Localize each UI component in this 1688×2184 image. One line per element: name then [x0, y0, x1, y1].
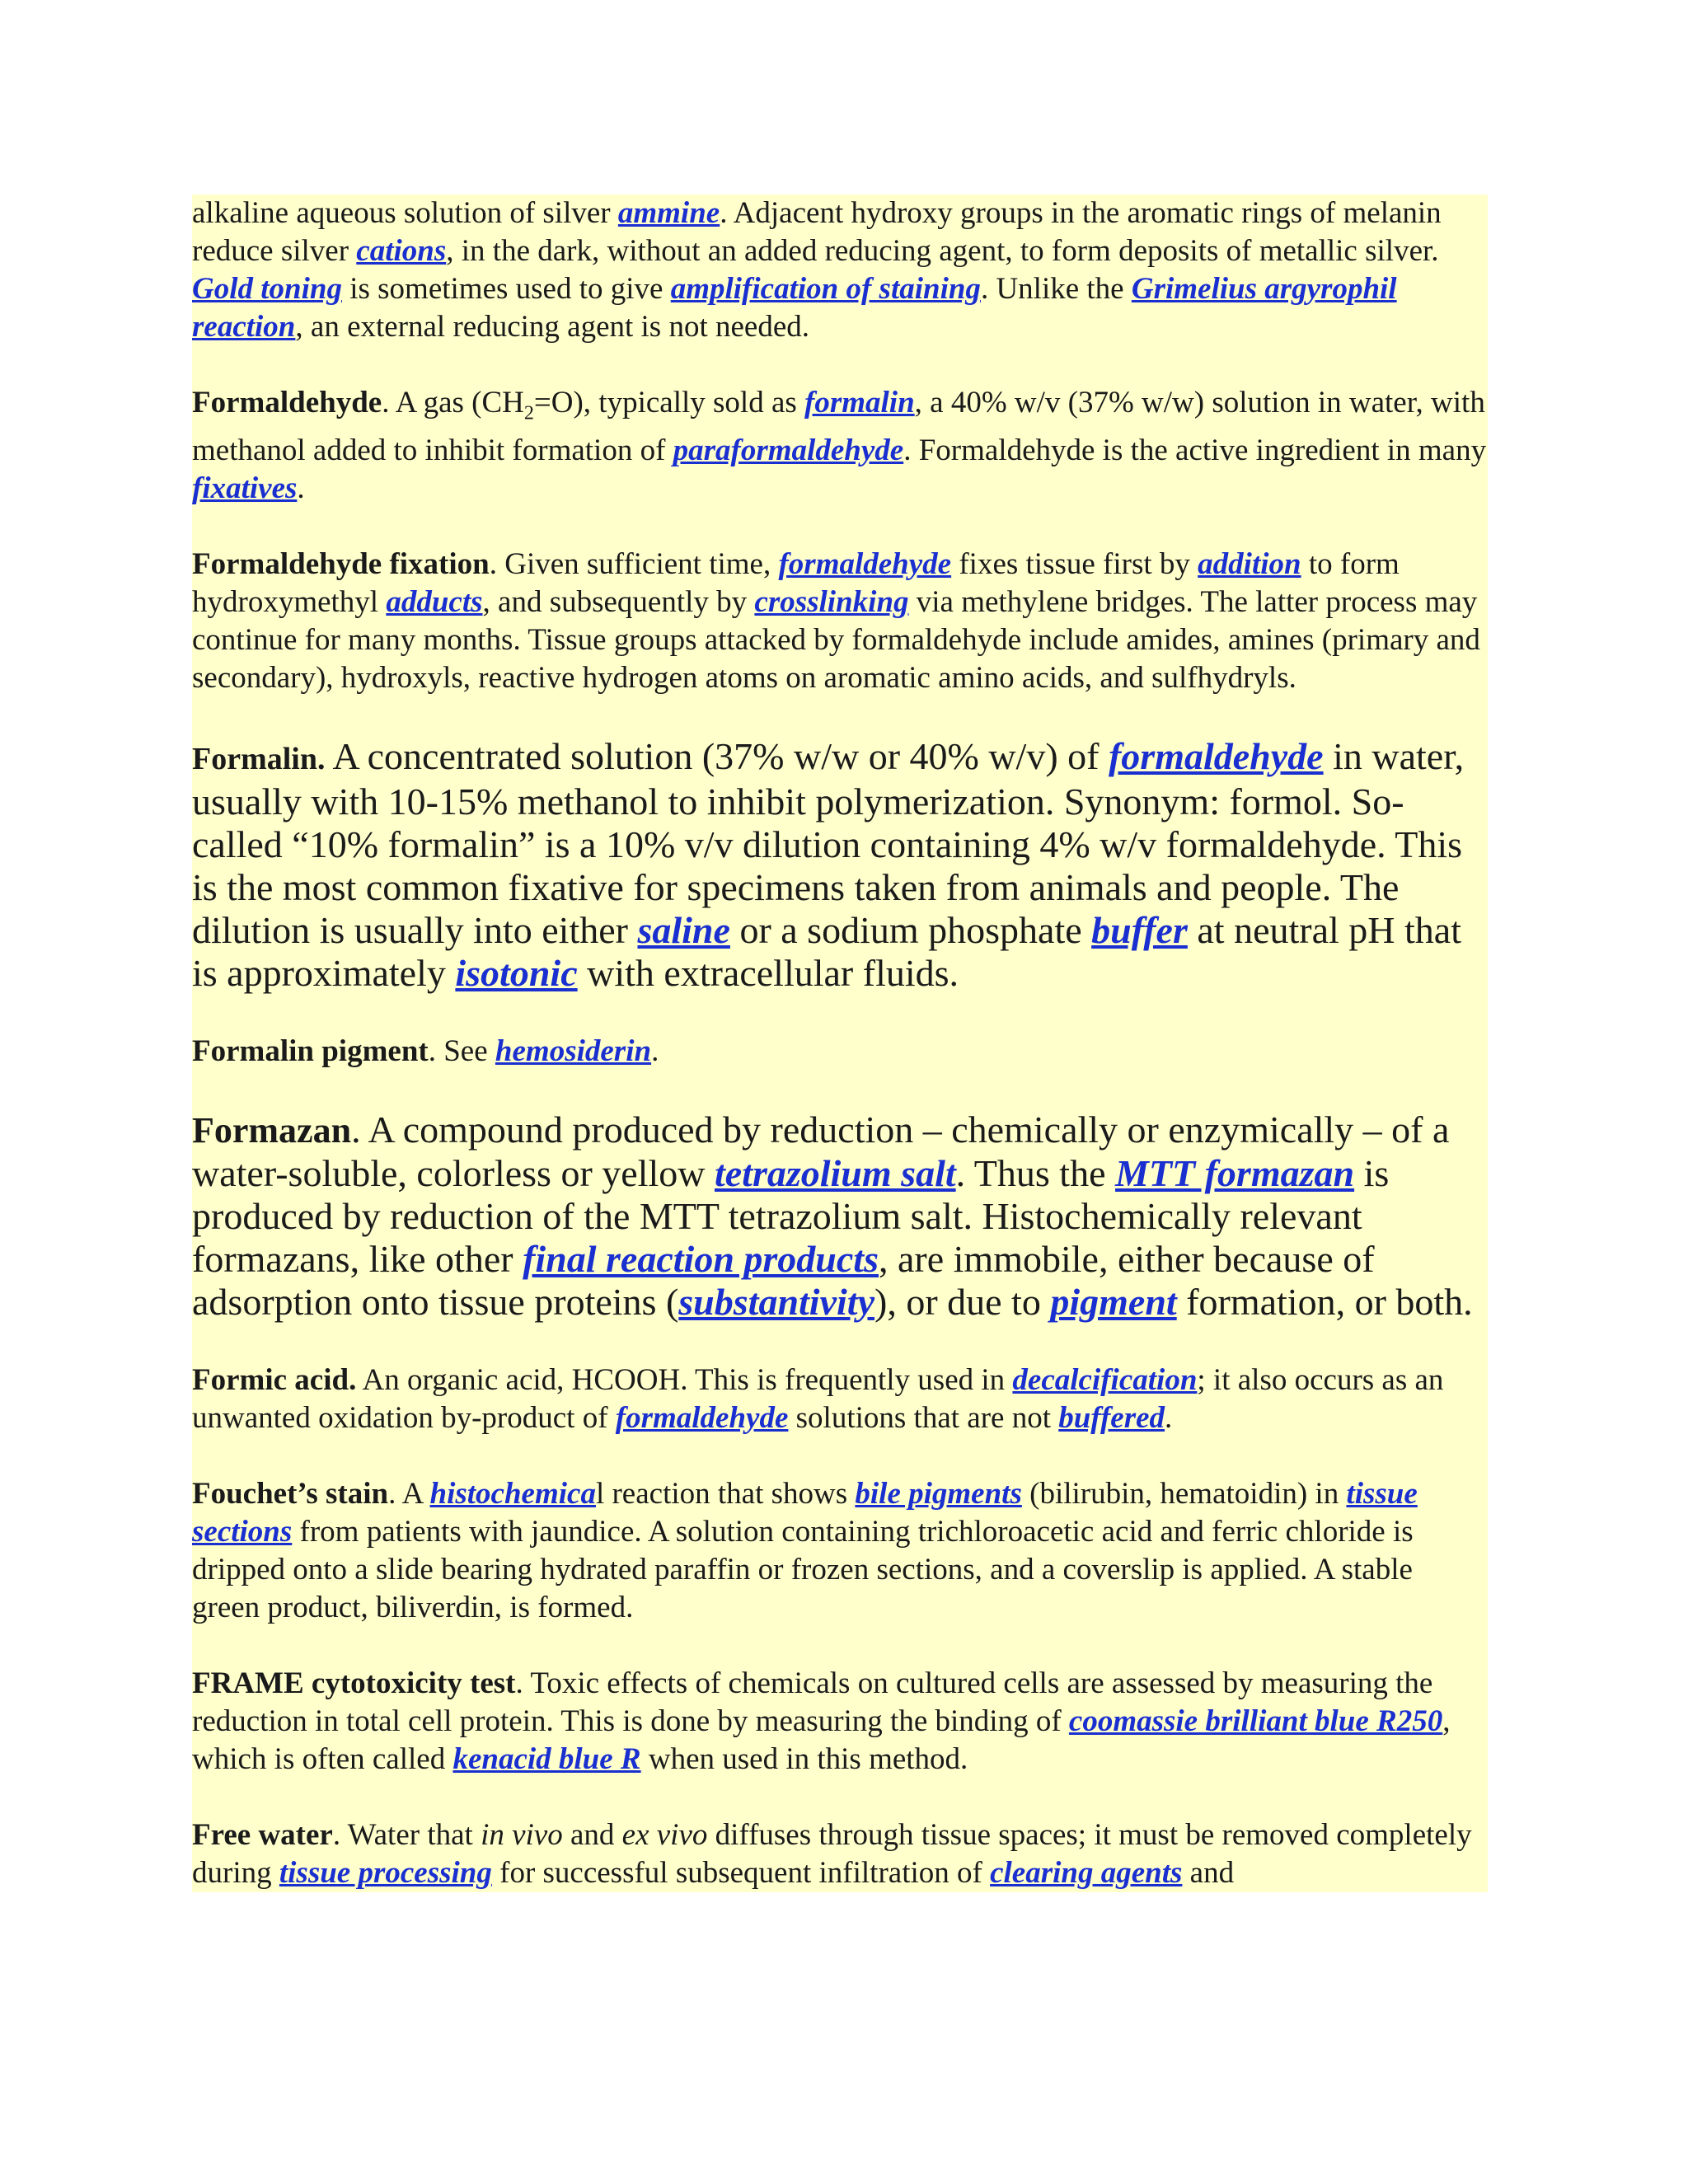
entry-text: is produced by reduction of the MTT tetrazolium salt. Histochemically relevant formazans, like other: [192, 1152, 1390, 1281]
link-bile-pigments[interactable]: bile pigments: [855, 1477, 1022, 1511]
entry-formalin-pigment: [192, 1033, 1488, 1071]
spacer: [192, 995, 1488, 1033]
link-adducts[interactable]: adducts: [386, 585, 483, 620]
link-amplification-of-staining[interactable]: amplification of staining: [670, 272, 981, 306]
entry-term: Formalin.: [192, 742, 326, 777]
glossary-page: [192, 194, 1488, 1892]
entry-text: . A: [388, 1477, 430, 1511]
link-formaldehyde[interactable]: formaldehyde: [1108, 735, 1324, 778]
entry-text: in water, usually with 10-15% methanol to inhibit polymerization. Synonym: formol. So-called “10% formalin” is a 10% v/v dilution containing 4% w/v formaldehyde. This is the most common fixative for specimens taken from animals and people. The dilution is usually into either: [192, 735, 1465, 952]
entry-text: solutions that are not: [788, 1401, 1059, 1436]
entry-text: alkaline aqueous solution of silver: [192, 196, 618, 230]
italic-term: in vivo: [481, 1818, 563, 1853]
link-grimelius-argyrophil-reaction[interactable]: Grimelius argyrophil reaction: [192, 272, 1397, 344]
entry-formaldehyde: [192, 384, 1488, 508]
link-histochemical[interactable]: histochemica: [429, 1477, 596, 1511]
entry-text: . Adjacent hydroxy groups in the aromatic rings of melanin reduce silver: [192, 196, 1442, 268]
link-isotonic[interactable]: isotonic: [455, 952, 578, 995]
entry-text: . Given sufficient time,: [489, 547, 779, 582]
entry-text: when used in this method.: [640, 1742, 968, 1777]
link-saline[interactable]: saline: [637, 909, 730, 952]
link-fixatives[interactable]: fixatives: [192, 471, 298, 506]
spacer: [192, 1437, 1488, 1475]
link-hemosiderin[interactable]: hemosiderin: [495, 1034, 652, 1069]
entry-formic-acid: [192, 1361, 1488, 1437]
entry-text: . A gas (CH: [382, 386, 524, 419]
entry-text: An organic acid, HCOOH. This is frequently used in: [356, 1363, 1013, 1398]
entry-text: . Unlike the: [980, 272, 1132, 306]
entry-formaldehyde-fixation: [192, 546, 1488, 697]
entry-text: , which is often called: [192, 1704, 1451, 1777]
entry-text: . A compound produced by reduction – chemically or enzymically – of a water-soluble, colorless or yellow: [192, 1108, 1450, 1195]
link-ammine[interactable]: ammine: [617, 196, 720, 230]
spacer: [192, 697, 1488, 735]
entry-text: or a sodium phosphate: [729, 909, 1092, 952]
link-buffer[interactable]: buffer: [1091, 909, 1188, 952]
entry-text: . Formaldehyde is the active ingredient in many: [903, 434, 1487, 468]
entry-frame-cytotoxicity-test: [192, 1665, 1488, 1779]
entry-text: and: [1182, 1856, 1235, 1891]
entry-text: . Thus the: [955, 1152, 1116, 1195]
entry-text: with extracellular fluids.: [577, 952, 959, 995]
entry-text: at neutral pH that is approximately: [192, 909, 1461, 995]
entry-text: .: [651, 1034, 659, 1069]
entry-term: Fouchet’s stain: [192, 1477, 389, 1511]
subscript: 2: [523, 402, 534, 424]
italic-term: ex vivo: [621, 1818, 708, 1853]
link-paraformaldehyde[interactable]: paraformaldehyde: [673, 434, 904, 468]
link-kenacid-blue-r[interactable]: kenacid blue R: [452, 1742, 641, 1777]
entry-text: (bilirubin, hematoidin) in: [1021, 1477, 1347, 1511]
entry-term: Formaldehyde fixation: [192, 547, 490, 582]
entry-text: formation, or both.: [1176, 1281, 1473, 1324]
entry-term: Free water: [192, 1818, 333, 1853]
link-crosslinking[interactable]: crosslinking: [754, 585, 909, 620]
link-addition[interactable]: addition: [1198, 547, 1301, 582]
entry-text: l reaction that shows: [595, 1477, 856, 1511]
entry-text: , in the dark, without an added reducing agent, to form deposits of metallic silver.: [446, 234, 1439, 268]
spacer: [192, 1779, 1488, 1816]
entry-text: , an external reducing agent is not needed.: [295, 310, 810, 344]
entry-term: Formalin pigment: [192, 1034, 429, 1069]
entry-text: , and subsequently by: [482, 585, 755, 620]
entry-free-water: [192, 1816, 1488, 1892]
spacer: [192, 508, 1488, 546]
spacer: [192, 346, 1488, 384]
entry-text: from patients with jaundice. A solution containing trichloroacetic acid and ferric chloride is dripped onto a slide bearing hydrated paraffin or frozen sections, and a coverslip is applied. A stable green product, biliverdin, is formed.: [192, 1515, 1414, 1625]
link-tetrazolium-salt[interactable]: tetrazolium salt: [714, 1152, 956, 1195]
entry-text: =O), typically sold as: [533, 386, 805, 419]
entry-text: via methylene bridges. The latter process may continue for many months. Tissue groups attacked by formaldehyde include amides, amines (primary and secondary), hydroxyls, reactive hydrogen atoms on aromatic amino acids, and sulfhydryls.: [192, 585, 1480, 696]
link-clearing-agents[interactable]: clearing agents: [990, 1856, 1183, 1891]
entry-text: .: [297, 471, 305, 506]
entry-term: FRAME cytotoxicity test: [192, 1666, 516, 1701]
link-substantivity[interactable]: substantivity: [678, 1281, 874, 1324]
entry-term: Formic acid.: [192, 1363, 357, 1398]
spacer: [192, 1071, 1488, 1108]
entry-text: .: [1165, 1401, 1173, 1436]
link-coomassie-brilliant-blue-r250[interactable]: coomassie brilliant blue R250: [1068, 1704, 1443, 1739]
link-mtt-formazan[interactable]: MTT formazan: [1115, 1152, 1355, 1195]
entry-term: Formazan: [192, 1110, 352, 1151]
entry-text: diffuses through tissue spaces; it must be removed completely during: [192, 1818, 1472, 1891]
link-formaldehyde[interactable]: formaldehyde: [615, 1401, 789, 1436]
entry-text: and: [562, 1818, 622, 1853]
entry-text: is sometimes used to give: [341, 272, 671, 306]
entry-text: to form hydroxymethyl: [192, 547, 1400, 620]
link-tissue-processing[interactable]: tissue processing: [279, 1856, 492, 1891]
link-formalin[interactable]: formalin: [804, 386, 915, 419]
link-cations[interactable]: cations: [356, 234, 447, 268]
entry-formazan: [192, 1108, 1488, 1324]
entry-text: ; it also occurs as an unwanted oxidation by-product of: [192, 1363, 1444, 1436]
link-gold-toning[interactable]: Gold toning: [192, 272, 342, 306]
entry-text: ), or due to: [874, 1281, 1051, 1324]
entry-text: . See: [428, 1034, 495, 1069]
link-formaldehyde[interactable]: formaldehyde: [778, 547, 952, 582]
link-pigment[interactable]: pigment: [1050, 1281, 1177, 1324]
entry-fouchets-stain: [192, 1475, 1488, 1627]
link-buffered[interactable]: buffered: [1058, 1401, 1165, 1436]
spacer: [192, 1324, 1488, 1361]
entry-silver-ammine-continued: [192, 194, 1488, 346]
entry-text: , are immobile, either because of adsorption onto tissue proteins (: [192, 1238, 1375, 1324]
entry-formalin: [192, 735, 1488, 995]
entry-text: A concentrated solution (37% w/w or 40% w/v) of: [325, 735, 1109, 778]
entry-text: . Water that: [332, 1818, 481, 1853]
link-decalcification[interactable]: decalcification: [1012, 1363, 1198, 1398]
entry-text: . Toxic effects of chemicals on cultured cells are assessed by measuring the reduction in total cell protein. This is done by measuring the binding of: [192, 1666, 1433, 1739]
link-final-reaction-products[interactable]: final reaction products: [523, 1238, 879, 1281]
link-tissue-sections[interactable]: tissue sections: [192, 1477, 1418, 1549]
entry-text: fixes tissue first by: [951, 547, 1198, 582]
entry-text: , a 40% w/v (37% w/w) solution in water, with methanol added to inhibit formation of: [192, 386, 1485, 468]
entry-text: for successful subsequent infiltration of: [491, 1856, 991, 1891]
spacer: [192, 1627, 1488, 1665]
entry-term: Formaldehyde: [192, 386, 382, 419]
